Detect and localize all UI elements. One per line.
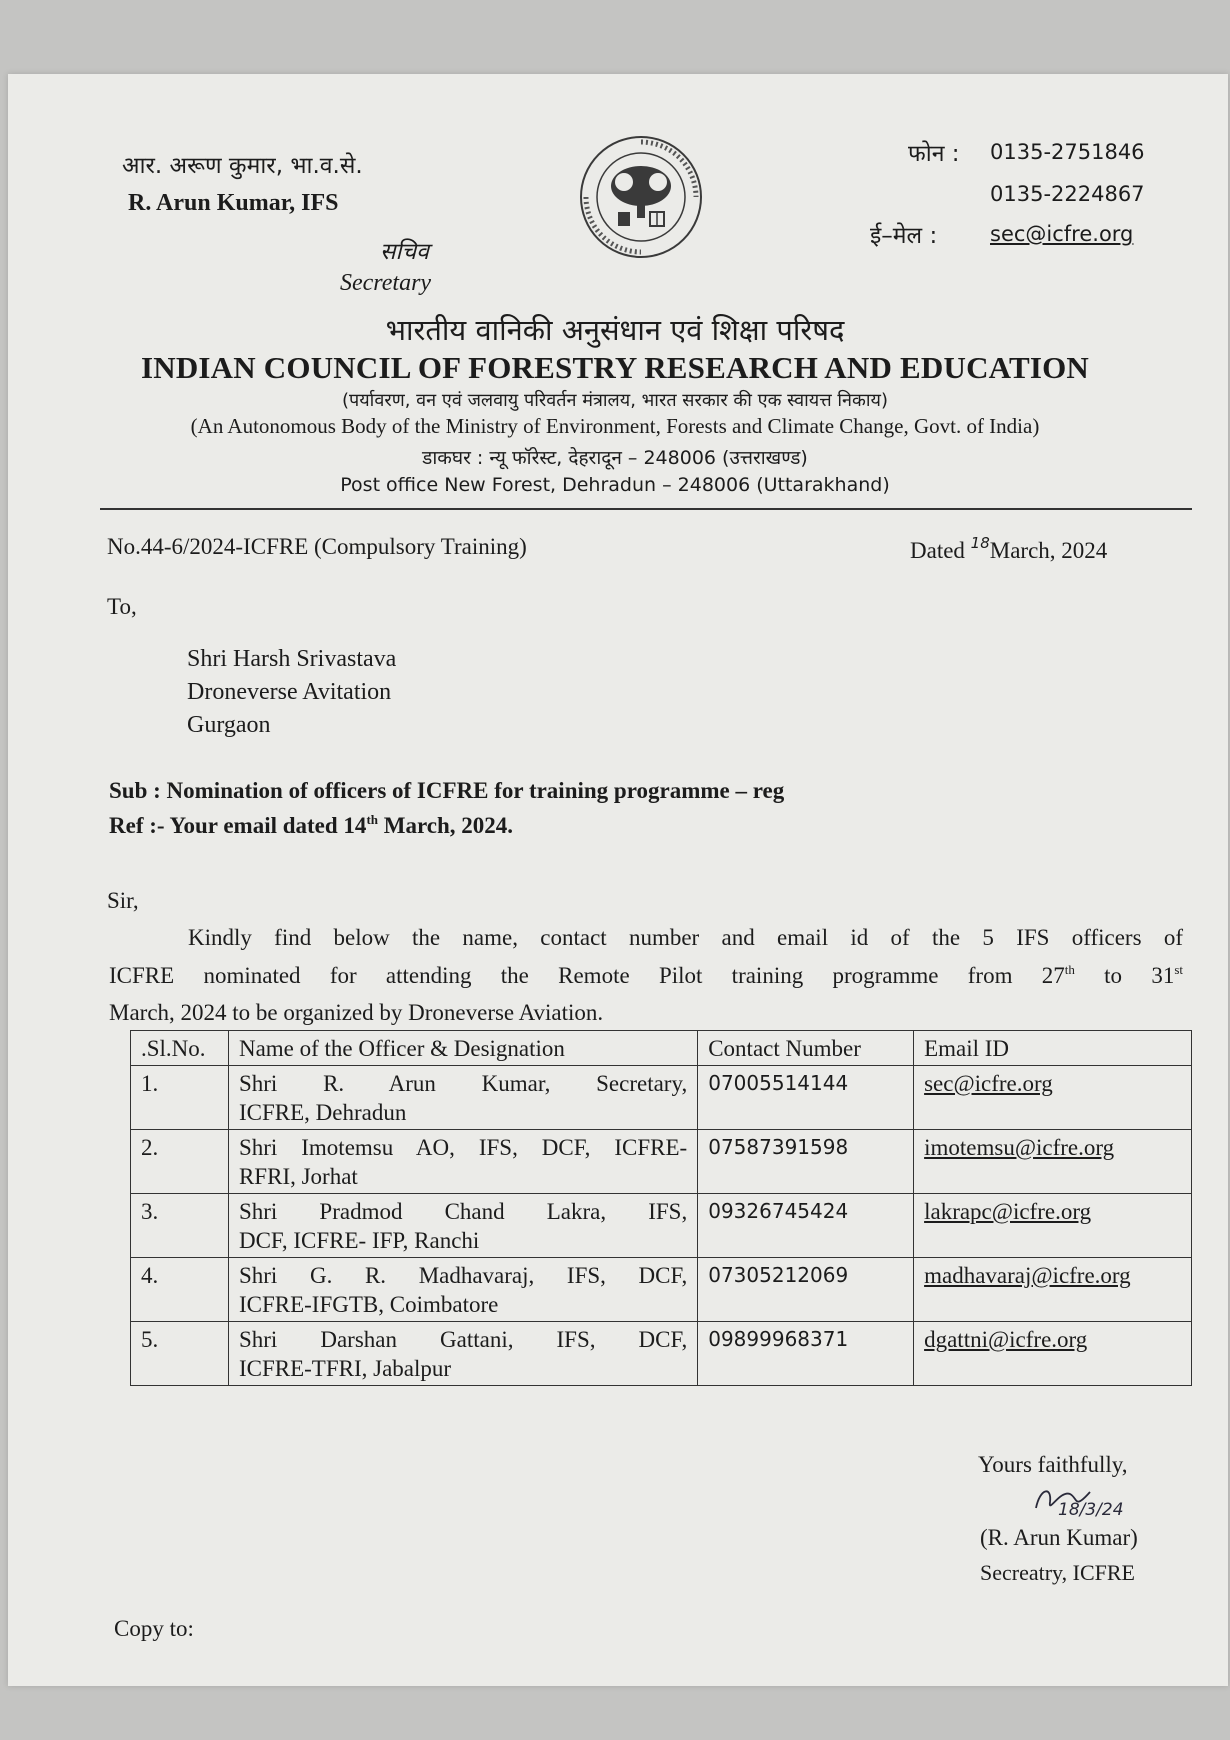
- row-email[interactable]: sec@icfre.org: [914, 1066, 1192, 1130]
- org-name-english: INDIAN COUNCIL OF FORESTRY RESEARCH AND EDUCATION: [140, 350, 1089, 385]
- signatory-name: (R. Arun Kumar): [980, 1525, 1138, 1550]
- designation-english: Secretary: [340, 270, 432, 296]
- dated-handwritten-day: 18: [970, 534, 990, 552]
- row-name-line2: ICFRE-IFGTB, Coimbatore: [238, 1292, 499, 1317]
- subject-line: Sub : Nomination of officers of ICFRE for training programme – reg: [109, 778, 785, 803]
- designation-hindi: सचिव: [380, 239, 429, 265]
- row-name-line2: DCF, ICFRE- IFP, Ranchi: [238, 1228, 480, 1253]
- header-contact: Contact Number: [698, 1031, 914, 1066]
- email-label: ई–मेल :: [870, 223, 938, 249]
- row-email[interactable]: lakrapc@icfre.org: [914, 1194, 1192, 1258]
- body-sup-2: st: [1174, 962, 1183, 977]
- yours-faithfully: Yours faithfully,: [978, 1452, 1128, 1477]
- row-contact: 09326745424: [698, 1194, 914, 1258]
- row-name-line2: RFRI, Jorhat: [238, 1164, 358, 1189]
- row-sl: 4.: [131, 1258, 229, 1322]
- phone-number-2: 0135-2224867: [990, 182, 1145, 206]
- row-email[interactable]: imotemsu@icfre.org: [914, 1130, 1192, 1194]
- body-line-3: March, 2024 to be organized by Droneverse Aviation.: [109, 1000, 604, 1025]
- table-row: [131, 1322, 1192, 1386]
- row-contact: 09899968371: [698, 1322, 914, 1386]
- row-contact: 07305212069: [698, 1258, 914, 1322]
- phone-number-1: 0135-2751846: [990, 140, 1145, 164]
- row-sl: 5.: [131, 1322, 229, 1386]
- table-row: [131, 1130, 1192, 1194]
- body-line-2: [109, 963, 1183, 989]
- header-email-link[interactable]: sec@icfre.org: [990, 222, 1134, 246]
- org-name-hindi: भारतीय वानिकी अनुसंधान एवं शिक्षा परिषद: [385, 313, 845, 347]
- body-text-1: Kindly find below the name, contact number and email id of the 5 IFS officers of: [188, 925, 1183, 950]
- row-sl: 1.: [131, 1066, 229, 1130]
- address-english: Post office New Forest, Dehradun – 248006 (Uttarakhand): [340, 474, 890, 496]
- recipient-name: Shri Harsh Srivastava: [187, 646, 397, 672]
- recipient-company: Droneverse Avitation: [187, 679, 392, 705]
- row-sl: 2.: [131, 1130, 229, 1194]
- row-name: [228, 1322, 697, 1386]
- icfre-emblem-logo: [578, 134, 704, 265]
- row-name-line2: ICFRE-TFRI, Jabalpur: [238, 1356, 452, 1381]
- header-email: Email ID: [914, 1031, 1192, 1066]
- body-text-2a: ICFRE nominated for attending the Remote Pilot training programme from 27: [109, 963, 1065, 988]
- officers-table: [130, 1030, 1192, 1386]
- table-row: [131, 1194, 1192, 1258]
- row-name-line1: Shri Pradmod Chand Lakra, IFS,: [238, 1199, 688, 1224]
- row-sl: 3.: [131, 1194, 229, 1258]
- body-text-2b: to 31: [1074, 963, 1175, 988]
- body-text-2: [109, 963, 1183, 989]
- recipient-city: Gurgaon: [187, 712, 271, 738]
- row-name: [228, 1258, 697, 1322]
- signature-date: 18/3/24: [1058, 1500, 1124, 1520]
- row-name: [228, 1130, 697, 1194]
- reference-number: No.44-6/2024-ICFRE (Compulsory Training): [107, 534, 527, 559]
- row-email[interactable]: dgattni@icfre.org: [914, 1322, 1192, 1386]
- ref-text: Ref :- Your email dated 14: [109, 813, 367, 838]
- phone-label: फोन :: [908, 141, 960, 167]
- dated-suffix: March, 2024: [989, 538, 1108, 563]
- table-row: [131, 1066, 1192, 1130]
- header-sl-no: .Sl.No.: [131, 1031, 229, 1066]
- row-name: [228, 1194, 697, 1258]
- row-name-line1: Shri Darshan Gattani, IFS, DCF,: [238, 1327, 688, 1352]
- signatory-title: Secreatry, ICFRE: [980, 1560, 1135, 1585]
- org-subtitle-hindi: (पर्यावरण, वन एवं जलवायु परिवर्तन मंत्रालय, भारत सरकार की एक स्वायत्त निकाय): [342, 390, 888, 411]
- dated-prefix: Dated: [910, 538, 965, 563]
- table-row: [131, 1258, 1192, 1322]
- header-name: Name of the Officer & Designation: [228, 1031, 697, 1066]
- officer-name-english: R. Arun Kumar, IFS: [128, 190, 339, 216]
- letter-date: [910, 534, 1107, 564]
- header-divider: [100, 508, 1192, 510]
- salutation: Sir,: [107, 888, 139, 913]
- org-subtitle-english: (An Autonomous Body of the Ministry of Environment, Forests and Climate Change, Govt. of India): [190, 414, 1040, 438]
- row-name-line2: ICFRE, Dehradun: [238, 1100, 407, 1125]
- row-email[interactable]: madhavaraj@icfre.org: [914, 1258, 1192, 1322]
- ref-line: [109, 813, 513, 839]
- to-label: To,: [107, 594, 137, 619]
- ref-sup: th: [366, 812, 378, 827]
- row-contact: 07587391598: [698, 1130, 914, 1194]
- row-contact: 07005514144: [698, 1066, 914, 1130]
- row-name-line1: Shri R. Arun Kumar, Secretary,: [238, 1071, 688, 1096]
- body-sup-1: th: [1064, 962, 1075, 977]
- row-name-line1: Shri Imotemsu AO, IFS, DCF, ICFRE-: [238, 1135, 688, 1160]
- row-name-line1: Shri G. R. Madhavaraj, IFS, DCF,: [238, 1263, 688, 1288]
- officer-name-hindi: आर. अरूण कुमार, भा.व.से.: [122, 153, 363, 179]
- copy-to: Copy to:: [114, 1616, 194, 1641]
- table-header-row: [131, 1031, 1192, 1066]
- row-name: [228, 1066, 697, 1130]
- address-hindi: डाकघर : न्यू फॉरेस्ट, देहरादून – 248006 (उत्तराखण्ड): [422, 447, 808, 469]
- ref-text-end: March, 2024.: [378, 813, 514, 838]
- body-line-1: [188, 925, 1183, 951]
